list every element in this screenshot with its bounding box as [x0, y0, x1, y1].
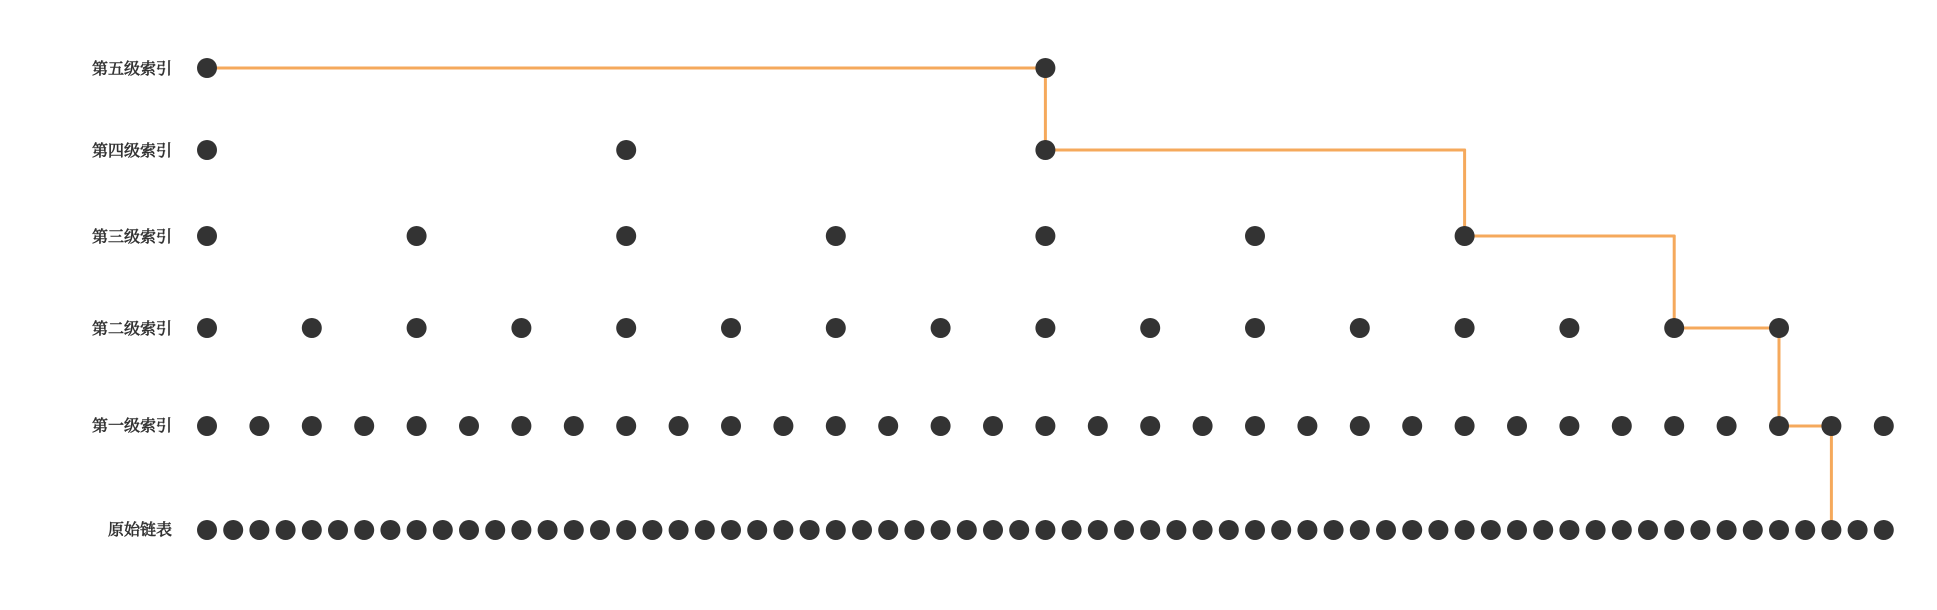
- list-node: [1455, 318, 1475, 338]
- list-node: [1035, 226, 1055, 246]
- list-node: [1533, 520, 1553, 540]
- level-row-3: [197, 318, 1789, 338]
- list-node: [1769, 416, 1789, 436]
- list-node: [1245, 416, 1265, 436]
- list-node: [1638, 520, 1658, 540]
- list-node: [1350, 416, 1370, 436]
- list-node: [852, 520, 872, 540]
- list-node: [931, 520, 951, 540]
- list-node: [249, 520, 269, 540]
- list-node: [1376, 520, 1396, 540]
- list-node: [1874, 520, 1894, 540]
- list-node: [931, 416, 951, 436]
- list-node: [249, 416, 269, 436]
- list-node: [931, 318, 951, 338]
- list-node: [276, 520, 296, 540]
- list-node: [1114, 520, 1134, 540]
- list-node: [695, 520, 715, 540]
- level-row-2: [197, 226, 1475, 246]
- list-node: [1559, 416, 1579, 436]
- list-node: [616, 318, 636, 338]
- list-node: [1140, 416, 1160, 436]
- list-node: [564, 416, 584, 436]
- list-node: [1455, 416, 1475, 436]
- list-node: [957, 520, 977, 540]
- list-node: [1219, 520, 1239, 540]
- list-node: [1402, 520, 1422, 540]
- list-node: [747, 520, 767, 540]
- list-node: [1559, 520, 1579, 540]
- list-node: [197, 226, 217, 246]
- list-node: [1717, 520, 1737, 540]
- list-node: [1769, 318, 1789, 338]
- level-label-5: 第五级索引: [91, 59, 172, 78]
- level-label-1: 第一级索引: [91, 416, 172, 435]
- list-node: [459, 520, 479, 540]
- list-node: [826, 318, 846, 338]
- list-node: [197, 520, 217, 540]
- list-node: [380, 520, 400, 540]
- list-node: [1507, 416, 1527, 436]
- list-node: [459, 416, 479, 436]
- list-node: [1874, 416, 1894, 436]
- list-node: [1245, 520, 1265, 540]
- level-label-3: 第三级索引: [91, 227, 172, 246]
- level-row-5: [197, 520, 1894, 540]
- list-node: [1455, 226, 1475, 246]
- search-path: [207, 68, 1831, 530]
- list-node: [1035, 520, 1055, 540]
- list-node: [1350, 318, 1370, 338]
- list-node: [1350, 520, 1370, 540]
- list-node: [1193, 520, 1213, 540]
- list-node: [1821, 416, 1841, 436]
- list-node: [197, 318, 217, 338]
- list-node: [616, 416, 636, 436]
- list-node: [1717, 416, 1737, 436]
- list-node: [669, 520, 689, 540]
- list-node: [197, 140, 217, 160]
- list-node: [538, 520, 558, 540]
- list-node: [197, 416, 217, 436]
- list-node: [1402, 416, 1422, 436]
- list-node: [878, 520, 898, 540]
- list-node: [616, 140, 636, 160]
- list-node: [302, 416, 322, 436]
- list-node: [1559, 318, 1579, 338]
- list-node: [904, 520, 924, 540]
- list-node: [1428, 520, 1448, 540]
- list-node: [1586, 520, 1606, 540]
- list-node: [1193, 416, 1213, 436]
- list-node: [1035, 58, 1055, 78]
- list-node: [1455, 520, 1475, 540]
- list-node: [1481, 520, 1501, 540]
- list-node: [616, 226, 636, 246]
- list-node: [1088, 520, 1108, 540]
- list-node: [197, 58, 217, 78]
- list-node: [1009, 520, 1029, 540]
- list-node: [223, 520, 243, 540]
- list-node: [511, 520, 531, 540]
- list-node: [1140, 318, 1160, 338]
- list-node: [1297, 520, 1317, 540]
- list-node: [1271, 520, 1291, 540]
- list-node: [1297, 416, 1317, 436]
- list-node: [302, 318, 322, 338]
- list-node: [407, 520, 427, 540]
- list-node: [983, 520, 1003, 540]
- list-node: [1664, 416, 1684, 436]
- list-node: [354, 520, 374, 540]
- list-node: [1245, 226, 1265, 246]
- list-node: [1664, 318, 1684, 338]
- list-node: [1088, 416, 1108, 436]
- list-node: [302, 520, 322, 540]
- list-node: [1507, 520, 1527, 540]
- list-node: [721, 318, 741, 338]
- list-node: [1035, 318, 1055, 338]
- list-node: [485, 520, 505, 540]
- list-node: [773, 416, 793, 436]
- list-node: [1664, 520, 1684, 540]
- level-label-4: 第四级索引: [91, 141, 172, 160]
- list-node: [1324, 520, 1344, 540]
- list-node: [983, 416, 1003, 436]
- list-node: [800, 520, 820, 540]
- list-node: [407, 226, 427, 246]
- list-node: [721, 520, 741, 540]
- list-node: [564, 520, 584, 540]
- list-node: [669, 416, 689, 436]
- list-node: [1769, 520, 1789, 540]
- level-label-base: 原始链表: [107, 520, 172, 539]
- list-node: [1062, 520, 1082, 540]
- list-node: [407, 318, 427, 338]
- list-node: [328, 520, 348, 540]
- list-node: [773, 520, 793, 540]
- list-node: [433, 520, 453, 540]
- list-node: [642, 520, 662, 540]
- list-node: [1743, 520, 1763, 540]
- list-node: [1795, 520, 1815, 540]
- list-node: [826, 416, 846, 436]
- list-node: [1245, 318, 1265, 338]
- level-row-4: [197, 416, 1894, 436]
- list-node: [616, 520, 636, 540]
- list-node: [878, 416, 898, 436]
- list-node: [1848, 520, 1868, 540]
- list-node: [354, 416, 374, 436]
- list-node: [511, 416, 531, 436]
- level-label-2: 第二级索引: [91, 319, 172, 338]
- list-node: [1690, 520, 1710, 540]
- list-node: [1612, 416, 1632, 436]
- level-row-1: [197, 140, 1055, 160]
- list-node: [1035, 140, 1055, 160]
- list-node: [1821, 520, 1841, 540]
- list-node: [721, 416, 741, 436]
- list-node: [1166, 520, 1186, 540]
- list-node: [511, 318, 531, 338]
- list-node: [590, 520, 610, 540]
- list-node: [1612, 520, 1632, 540]
- list-node: [826, 520, 846, 540]
- list-node: [826, 226, 846, 246]
- list-node: [1035, 416, 1055, 436]
- list-node: [407, 416, 427, 436]
- list-node: [1140, 520, 1160, 540]
